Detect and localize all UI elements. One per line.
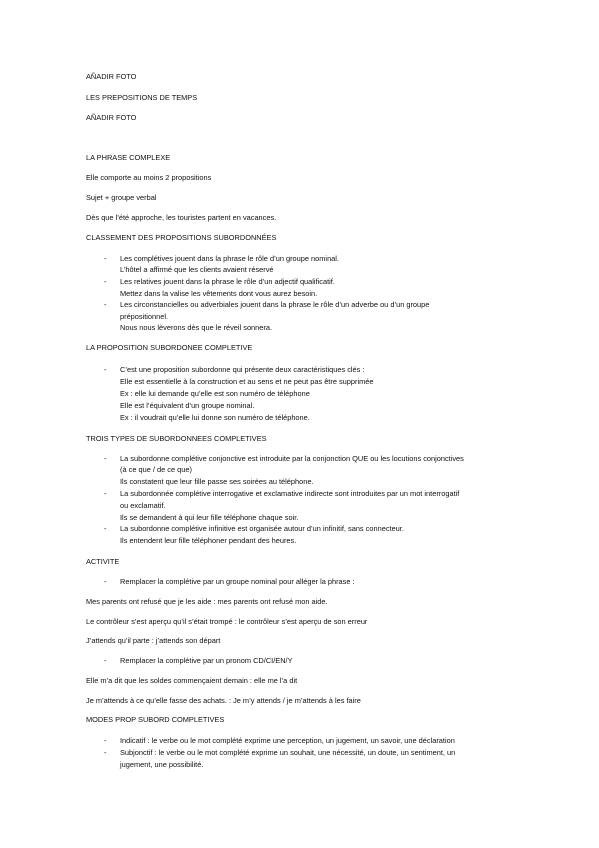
list-item: Remplacer la complétive par un pronom CD/CI/EN/Y xyxy=(120,656,293,665)
section-heading: TROIS TYPES DE SUBORDONNEES COMPLETIVES xyxy=(86,434,267,443)
paragraph: Elle m’a dit que les soldes commençaient demain : elle me l’a dit xyxy=(86,676,298,685)
paragraph: Elle comporte au moins 2 propositions xyxy=(86,173,212,182)
example-line: Ils entendent leur fille téléphoner pendant des heures. xyxy=(120,536,297,545)
list-item-continuation: ou exclamatif. xyxy=(120,501,166,510)
paragraph: Le contrôleur s’est aperçu qu’il s’était trompé : le contrôleur s’est aperçu de son erreur xyxy=(86,617,368,626)
example-line: Elle est essentielle à la construction et au sens et ne peut pas être supprimée xyxy=(120,377,374,386)
bullet-dash: - xyxy=(104,748,107,757)
list-item: Remplacer la complétive par un groupe nominal pour alléger la phrase : xyxy=(120,577,355,586)
list-item-continuation: (à ce que / de ce que) xyxy=(120,465,192,474)
paragraph: J’attends qu’il parte : j’attends son départ xyxy=(86,636,221,645)
example-line: Ex : elle lui demande qu’elle est son numéro de téléphone xyxy=(120,389,310,398)
paragraph: Sujet + groupe verbal xyxy=(86,193,157,202)
example-line: Nous nous lèverons dès que le réveil sonnera. xyxy=(120,323,273,332)
section-heading: CLASSEMENT DES PROPOSITIONS SUBORDONNÉES xyxy=(86,233,277,242)
bullet-dash: - xyxy=(104,656,107,665)
example-line: Mettez dans la valise les vêtements dont vous aurez besoin. xyxy=(120,289,318,298)
example-line: Ex : il voudrait qu’elle lui donne son numéro de téléphone. xyxy=(120,413,310,422)
add-photo-placeholder: AÑADIR FOTO xyxy=(86,72,137,81)
bullet-dash: - xyxy=(104,736,107,745)
list-item: Les relatives jouent dans la phrase le rôle d’un adjectif qualificatif. xyxy=(120,277,335,286)
paragraph: Je m’attends à ce qu’elle fasse des achats. : Je m’y attends / je m’attends à les faire xyxy=(86,696,361,705)
section-heading: LA PROPOSITION SUBORDONEE COMPLETIVE xyxy=(86,343,253,352)
bullet-dash: - xyxy=(104,254,107,263)
bullet-dash: - xyxy=(104,365,107,374)
list-item: Les circonstancielles ou adverbiales jouent dans la phrase le rôle d’un adverbe ou d’un groupe xyxy=(120,300,430,309)
list-item-continuation: jugement, une possibilité. xyxy=(120,760,204,769)
example-line: Ils constatent que leur fille passe ses soirées au téléphone. xyxy=(120,477,314,486)
add-photo-placeholder: AÑADIR FOTO xyxy=(86,113,137,122)
list-item-continuation: prépositionnel. xyxy=(120,312,169,321)
list-item: C’est une proposition subordonne qui présente deux caractéristiques clés : xyxy=(120,365,365,374)
bullet-dash: - xyxy=(104,277,107,286)
list-item: La subordonne complétive conjonctive est introduite par la conjonction QUE ou les locutions conjonctives xyxy=(120,454,464,463)
bullet-dash: - xyxy=(104,577,107,586)
list-item: Subjonctif : le verbe ou le mot complété exprime un souhait, une nécessité, un doute, un sentiment, un xyxy=(120,748,456,757)
list-item: La subordonnée complétive interrogative et exclamative indirecte sont introduites par un mot interrogatif xyxy=(120,489,460,498)
bullet-dash: - xyxy=(104,524,107,533)
paragraph: Mes parents ont refusé que je les aide : mes parents ont refusé mon aide. xyxy=(86,597,328,606)
page-title: LES PREPOSITIONS DE TEMPS xyxy=(86,93,198,102)
list-item: Indicatif : le verbe ou le mot complété exprime une perception, un jugement, un savoir, une déclaration xyxy=(120,736,455,745)
section-heading: ACTIVITE xyxy=(86,557,120,566)
paragraph: Dès que l’été approche, les touristes partent en vacances. xyxy=(86,213,277,222)
example-line: Elle est l’équivalent d’un groupe nominal. xyxy=(120,401,255,410)
example-line: Ils se demandent à qui leur fille téléphone chaque soir. xyxy=(120,513,299,522)
example-line: L’hôtel a affirmé que les clients avaient réservé xyxy=(120,265,274,274)
bullet-dash: - xyxy=(104,489,107,498)
list-item: La subordonne complétive infinitive est organisée autour d’un infinitif, sans connecteur. xyxy=(120,524,404,533)
section-heading: LA PHRASE COMPLEXE xyxy=(86,153,171,162)
list-item: Les complétives jouent dans la phrase le rôle d’un groupe nominal. xyxy=(120,254,339,263)
bullet-dash: - xyxy=(104,454,107,463)
section-heading: MODES PROP SUBORD COMPLETIVES xyxy=(86,715,225,724)
bullet-dash: - xyxy=(104,300,107,309)
